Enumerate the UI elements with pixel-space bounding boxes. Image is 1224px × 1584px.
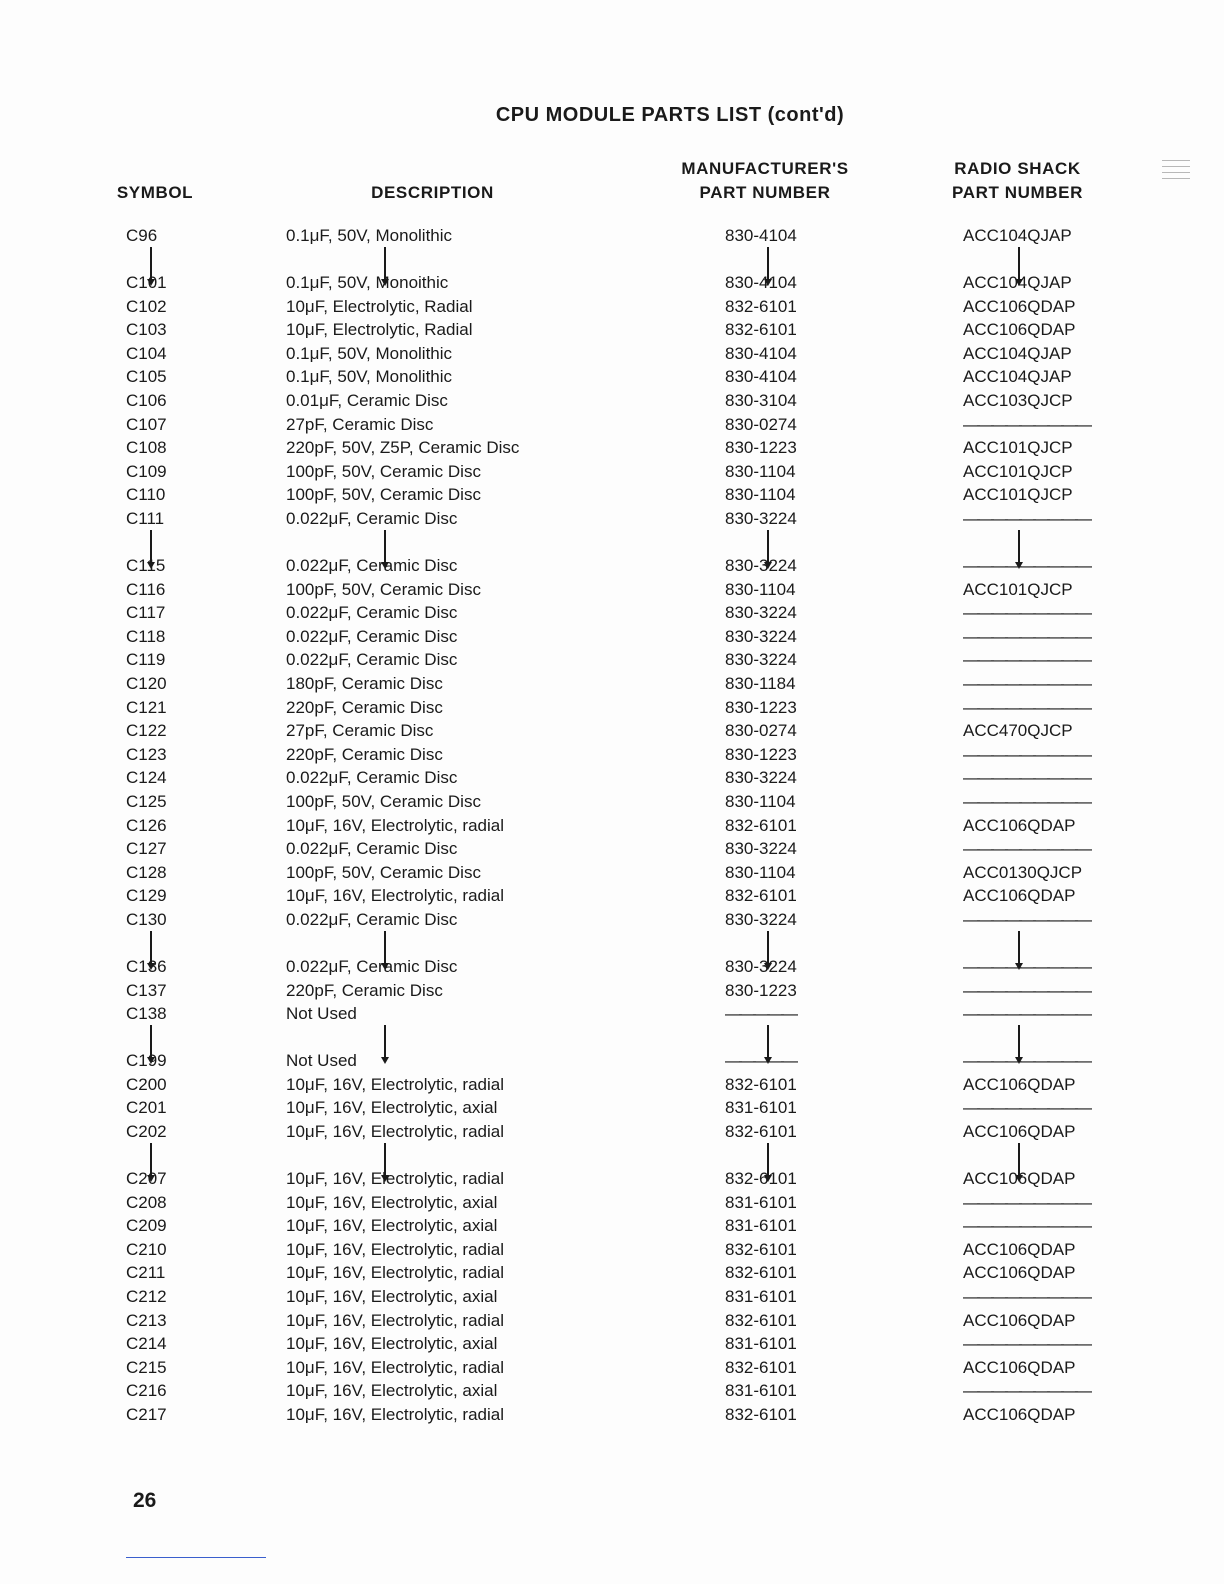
- manufacturer-part-cell: 832-6101: [725, 1169, 797, 1188]
- symbol-cell: C207: [126, 1169, 167, 1188]
- manufacturer-part-cell: 830-4104: [725, 226, 797, 245]
- description-cell: 10μF, 16V, Electrolytic, radial: [286, 1239, 504, 1259]
- radio-shack-part-cell: ACC106QDAP: [963, 1122, 1076, 1141]
- radio-shack-part-cell: —————————: [963, 839, 1089, 859]
- radio-shack-part-cell: ACC106QDAP: [963, 1239, 1076, 1259]
- description-cell: 10μF, 16V, Electrolytic, radial: [286, 1405, 504, 1424]
- manufacturer-part-cell: 831-6101: [725, 1192, 797, 1212]
- manufacturer-part-cell: 830-3224: [725, 768, 797, 788]
- description-cell: 180pF, Ceramic Disc: [286, 674, 443, 693]
- manufacturer-part-cell: 830-3224: [725, 910, 797, 929]
- symbol-cell: C119: [126, 650, 166, 670]
- manufacturer-part-cell: 830-1223: [725, 438, 797, 458]
- symbol-cell: C130: [126, 910, 167, 929]
- radio-shack-part-cell: —————————: [963, 744, 1089, 764]
- description-cell: 0.022μF, Ceramic Disc: [286, 768, 458, 788]
- symbol-cell: C120: [126, 674, 167, 693]
- symbol-cell: C215: [126, 1357, 167, 1377]
- radio-shack-part-cell: —————————: [963, 768, 1089, 788]
- radio-shack-part-cell: ACC101QJCP: [963, 438, 1073, 458]
- radio-shack-part-cell: —————————: [963, 603, 1089, 623]
- symbol-cell: C102: [126, 296, 167, 316]
- header-description: DESCRIPTION: [371, 183, 494, 202]
- manufacturer-part-cell: 830-4104: [725, 343, 797, 363]
- radio-shack-part-cell: —————————: [963, 1216, 1089, 1236]
- symbol-cell: C108: [126, 438, 167, 458]
- edge-tab-marks: [1162, 160, 1190, 192]
- description-cell: 0.022μF, Ceramic Disc: [286, 509, 458, 528]
- description-cell: 0.022μF, Ceramic Disc: [286, 626, 458, 646]
- symbol-cell: C136: [126, 957, 167, 976]
- manufacturer-part-cell: 830-1104: [725, 461, 796, 481]
- radio-shack-part-cell: —————————: [963, 1381, 1089, 1401]
- symbol-cell: C125: [126, 792, 167, 811]
- description-cell: 10μF, 16V, Electrolytic, axial: [286, 1381, 498, 1401]
- symbol-cell: C214: [126, 1334, 167, 1354]
- description-cell: 220pF, Ceramic Disc: [286, 697, 443, 717]
- manufacturer-part-cell: 830-3224: [725, 556, 797, 575]
- manufacturer-part-cell: —————: [725, 1051, 795, 1071]
- description-cell: 10μF, 16V, Electrolytic, axial: [286, 1098, 498, 1118]
- symbol-cell: C127: [126, 839, 167, 859]
- radio-shack-part-cell: ACC106QDAP: [963, 1263, 1076, 1283]
- manufacturer-part-cell: 830-3104: [725, 391, 797, 410]
- description-cell: 100pF, 50V, Ceramic Disc: [286, 862, 481, 882]
- manufacturer-part-cell: 830-0274: [725, 414, 797, 434]
- symbol-cell: C109: [126, 461, 167, 481]
- description-cell: 0.1μF, 50V, Monolithic: [286, 343, 453, 363]
- manufacturer-part-cell: 830-1223: [725, 980, 797, 1000]
- manufacturer-part-cell: 832-6101: [725, 296, 797, 316]
- manufacturer-part-cell: 830-1104: [725, 862, 796, 882]
- symbol-cell: C201: [126, 1098, 167, 1118]
- symbol-cell: C128: [126, 862, 167, 882]
- description-cell: 10μF, 16V, Electrolytic, radial: [286, 1357, 504, 1377]
- manufacturer-part-cell: 830-1223: [725, 697, 797, 717]
- manufacturer-part-cell: 832-6101: [725, 815, 797, 835]
- description-cell: 220pF, Ceramic Disc: [286, 980, 443, 1000]
- description-cell: 10μF, 16V, Electrolytic, radial: [286, 815, 504, 835]
- manufacturer-part-cell: 830-0274: [725, 721, 797, 741]
- radio-shack-part-cell: —————————: [963, 980, 1089, 1000]
- radio-shack-part-cell: —————————: [963, 957, 1089, 976]
- description-cell: 10μF, 16V, Electrolytic, radial: [286, 1310, 504, 1330]
- symbol-cell: C213: [126, 1310, 167, 1330]
- header-radio-shack-part-number: RADIO SHACK PART NUMBER: [952, 159, 1083, 202]
- symbol-cell: C202: [126, 1122, 167, 1141]
- radio-shack-part-cell: ACC104QJAP: [963, 343, 1072, 363]
- symbol-cell: C199: [126, 1051, 167, 1071]
- symbol-cell: C121: [126, 697, 167, 717]
- description-cell: 0.022μF, Ceramic Disc: [286, 957, 458, 976]
- symbol-cell: C106: [126, 391, 167, 410]
- footer-line: [126, 1557, 266, 1558]
- manufacturer-part-cell: 831-6101: [725, 1216, 797, 1236]
- symbol-cell: C96: [126, 226, 158, 245]
- radio-shack-part-cell: ACC106QDAP: [963, 1074, 1076, 1094]
- symbol-cell: C104: [126, 343, 167, 363]
- symbol-cell: C122: [126, 721, 167, 741]
- manufacturer-part-cell: 830-1223: [725, 744, 797, 764]
- symbol-cell: C216: [126, 1381, 167, 1401]
- manufacturer-part-cell: 830-3224: [725, 650, 797, 670]
- description-cell: Not Used: [286, 1051, 357, 1071]
- symbol-cell: C105: [126, 367, 167, 387]
- manufacturer-part-cell: 830-3224: [725, 509, 797, 528]
- radio-shack-part-cell: ACC106QDAP: [963, 1405, 1076, 1424]
- description-cell: 10μF, 16V, Electrolytic, radial: [286, 1263, 504, 1283]
- radio-shack-part-cell: —————————: [963, 674, 1089, 693]
- radio-shack-part-cell: ACC106QDAP: [963, 320, 1076, 340]
- symbol-cell: C210: [126, 1239, 167, 1259]
- description-cell: 10μF, 16V, Electrolytic, radial: [286, 1169, 504, 1188]
- manufacturer-part-cell: 832-6101: [725, 886, 797, 906]
- symbol-cell: C137: [126, 980, 167, 1000]
- manufacturer-part-cell: 830-1104: [725, 792, 796, 811]
- radio-shack-part-cell: —————————: [963, 792, 1089, 811]
- symbol-cell: C209: [126, 1216, 167, 1236]
- radio-shack-part-cell: —————————: [963, 1192, 1089, 1212]
- radio-shack-part-cell: ACC470QJCP: [963, 721, 1073, 741]
- symbol-cell: C103: [126, 320, 167, 340]
- header-symbol: SYMBOL: [116, 183, 194, 202]
- description-cell: 0.022μF, Ceramic Disc: [286, 556, 458, 575]
- radio-shack-part-cell: ACC101QJCP: [963, 461, 1073, 481]
- radio-shack-part-cell: —————————: [963, 650, 1089, 670]
- radio-shack-part-cell: —————————: [963, 509, 1089, 528]
- description-cell: 10μF, Electrolytic, Radial: [286, 320, 473, 340]
- header-manufacturer-part-number: MANUFACTURER'S PART NUMBER: [681, 159, 849, 202]
- manufacturer-part-cell: 831-6101: [725, 1381, 797, 1401]
- manufacturer-part-cell: 830-3224: [725, 626, 797, 646]
- radio-shack-part-cell: ACC101QJCP: [963, 485, 1073, 505]
- symbol-cell: C110: [126, 485, 166, 505]
- description-cell: 10μF, 16V, Electrolytic, axial: [286, 1192, 498, 1212]
- page-title: CPU MODULE PARTS LIST (cont'd): [495, 104, 845, 126]
- symbol-cell: C107: [126, 414, 167, 434]
- manufacturer-part-cell: 830-1104: [725, 485, 796, 505]
- description-cell: 0.022μF, Ceramic Disc: [286, 603, 458, 623]
- description-cell: 0.022μF, Ceramic Disc: [286, 839, 458, 859]
- symbol-cell: C208: [126, 1192, 167, 1212]
- description-cell: 0.1μF, 50V, Monolithic: [286, 367, 453, 387]
- manufacturer-part-cell: 832-6101: [725, 1239, 797, 1259]
- radio-shack-part-cell: —————————: [963, 414, 1089, 434]
- symbol-cell: C116: [126, 579, 166, 599]
- radio-shack-part-cell: —————————: [963, 1098, 1089, 1118]
- radio-shack-part-cell: —————————: [963, 697, 1089, 717]
- symbol-cell: C138: [126, 1004, 167, 1024]
- manufacturer-part-cell: 832-6101: [725, 1074, 797, 1094]
- manufacturer-part-cell: 832-6101: [725, 1310, 797, 1330]
- symbol-cell: C123: [126, 744, 167, 764]
- symbol-cell: C118: [126, 626, 166, 646]
- radio-shack-part-cell: ACC106QDAP: [963, 1357, 1076, 1377]
- symbol-cell: C200: [126, 1074, 167, 1094]
- description-cell: 10μF, 16V, Electrolytic, axial: [286, 1334, 498, 1354]
- symbol-cell: C211: [126, 1263, 166, 1283]
- radio-shack-part-cell: —————————: [963, 910, 1089, 929]
- manufacturer-part-cell: 831-6101: [725, 1287, 797, 1306]
- manufacturer-part-cell: 832-6101: [725, 1263, 797, 1283]
- manufacturer-part-cell: 830-3224: [725, 603, 797, 623]
- manufacturer-part-cell: 830-4104: [725, 367, 797, 387]
- description-cell: 10μF, 16V, Electrolytic, axial: [286, 1216, 498, 1236]
- manufacturer-part-cell: 831-6101: [725, 1334, 797, 1354]
- description-cell: 220pF, Ceramic Disc: [286, 744, 443, 764]
- radio-shack-part-cell: —————————: [963, 1334, 1089, 1354]
- radio-shack-part-cell: —————————: [963, 1287, 1089, 1306]
- description-cell: 0.022μF, Ceramic Disc: [286, 910, 458, 929]
- description-cell: 0.022μF, Ceramic Disc: [286, 650, 458, 670]
- description-cell: 0.1μF, 50V, Monoithic: [286, 273, 449, 292]
- manufacturer-part-cell: 830-1104: [725, 579, 796, 599]
- manufacturer-part-cell: 830-3224: [725, 957, 797, 976]
- radio-shack-part-cell: ACC103QJCP: [963, 391, 1073, 410]
- symbol-cell: C212: [126, 1287, 167, 1306]
- page-number: 26: [133, 1489, 157, 1512]
- radio-shack-part-cell: ACC106QDAP: [963, 886, 1076, 906]
- description-cell: 100pF, 50V, Ceramic Disc: [286, 792, 481, 811]
- manufacturer-part-cell: 832-6101: [725, 320, 797, 340]
- radio-shack-part-cell: ACC106QDAP: [963, 1310, 1076, 1330]
- radio-shack-part-cell: —————————: [963, 556, 1089, 575]
- manufacturer-part-cell: —————: [725, 1004, 795, 1024]
- description-cell: 10μF, 16V, Electrolytic, radial: [286, 1122, 504, 1141]
- symbol-cell: C101: [126, 273, 167, 292]
- radio-shack-part-cell: ACC106QDAP: [963, 296, 1076, 316]
- symbol-cell: C115: [126, 556, 166, 575]
- symbol-cell: C126: [126, 815, 167, 835]
- symbol-cell: C217: [126, 1405, 167, 1424]
- radio-shack-part-cell: —————————: [963, 1004, 1089, 1024]
- manufacturer-part-cell: 830-3224: [725, 839, 797, 859]
- description-cell: 10μF, 16V, Electrolytic, radial: [286, 1074, 504, 1094]
- manufacturer-part-cell: 831-6101: [725, 1098, 797, 1118]
- manufacturer-part-cell: 832-6101: [725, 1357, 797, 1377]
- radio-shack-part-cell: ACC101QJCP: [963, 579, 1073, 599]
- radio-shack-part-cell: ACC106QDAP: [963, 1169, 1076, 1188]
- description-cell: 220pF, 50V, Z5P, Ceramic Disc: [286, 438, 520, 458]
- description-cell: Not Used: [286, 1004, 357, 1024]
- description-cell: 10μF, 16V, Electrolytic, axial: [286, 1287, 498, 1306]
- radio-shack-part-cell: ACC104QJAP: [963, 273, 1072, 292]
- manufacturer-part-cell: 832-6101: [725, 1122, 797, 1141]
- manufacturer-part-cell: 832-6101: [725, 1405, 797, 1424]
- description-cell: 27pF, Ceramic Disc: [286, 414, 434, 434]
- description-cell: 100pF, 50V, Ceramic Disc: [286, 461, 481, 481]
- description-cell: 10μF, 16V, Electrolytic, radial: [286, 886, 504, 906]
- radio-shack-part-cell: —————————: [963, 626, 1089, 646]
- manufacturer-part-cell: 830-1184: [725, 674, 796, 693]
- description-cell: 0.01μF, Ceramic Disc: [286, 391, 448, 410]
- description-cell: 27pF, Ceramic Disc: [286, 721, 434, 741]
- radio-shack-part-cell: ACC0130QJCP: [963, 862, 1083, 882]
- radio-shack-part-cell: —————————: [963, 1051, 1089, 1071]
- description-cell: 100pF, 50V, Ceramic Disc: [286, 485, 481, 505]
- symbol-cell: C117: [126, 603, 166, 623]
- radio-shack-part-cell: ACC104QJAP: [963, 226, 1072, 245]
- description-cell: 10μF, Electrolytic, Radial: [286, 296, 473, 316]
- symbol-cell: C124: [126, 768, 167, 788]
- symbol-cell: C111: [126, 509, 165, 528]
- symbol-cell: C129: [126, 886, 167, 906]
- radio-shack-part-cell: ACC106QDAP: [963, 815, 1076, 835]
- description-cell: 100pF, 50V, Ceramic Disc: [286, 579, 481, 599]
- description-cell: 0.1μF, 50V, Monolithic: [286, 226, 453, 245]
- radio-shack-part-cell: ACC104QJAP: [963, 367, 1072, 387]
- manufacturer-part-cell: 830-4104: [725, 273, 797, 292]
